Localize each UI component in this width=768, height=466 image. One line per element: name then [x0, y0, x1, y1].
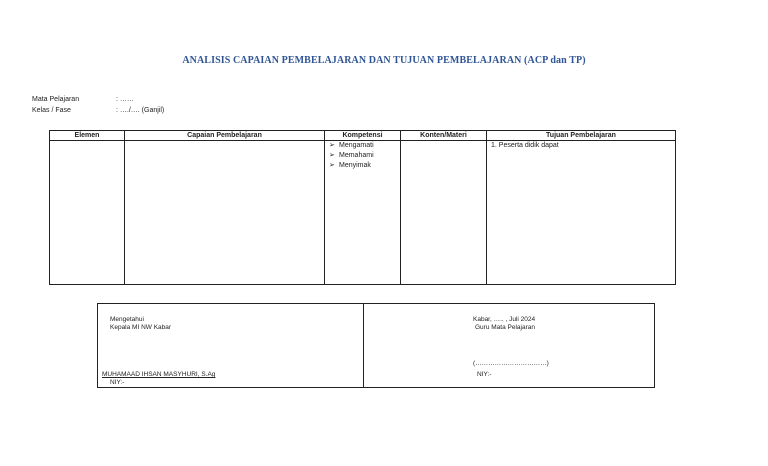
sig-left-line2: Kepala MI NW Kabar — [110, 324, 172, 331]
signature-divider — [363, 304, 364, 387]
header-kompetensi: Kompetensi — [325, 131, 401, 141]
list-item: 1. Peserta didik dapat — [491, 142, 559, 149]
sig-left-niy: NIY:- — [110, 379, 125, 386]
cell-tujuan — [487, 141, 676, 285]
list-item: ➢ Mengamati — [329, 142, 374, 149]
arrow-bullet-icon: ➢ — [329, 162, 335, 169]
sig-right-date: Kabar, ….. , Juli 2024 — [473, 316, 536, 323]
signature-box — [97, 303, 655, 388]
header-konten: Konten/Materi — [401, 131, 487, 141]
table-header-row — [50, 131, 676, 141]
subject-value: : …… — [116, 96, 134, 103]
table-row — [50, 141, 676, 285]
sig-right-niy: NIY:- — [477, 371, 492, 378]
list-item: ➢ Memahami — [329, 152, 374, 159]
tujuan-list — [487, 141, 675, 151]
cell-konten — [401, 141, 487, 285]
arrow-bullet-icon: ➢ — [329, 152, 335, 159]
class-value: : …./…. (Ganjil) — [116, 107, 165, 114]
sig-left-line1: Mengetahui — [110, 316, 144, 323]
subject-label: Mata Pelajaran — [32, 96, 80, 103]
kompetensi-list — [325, 141, 400, 171]
sig-right-name: (……………………………) — [473, 360, 549, 367]
list-item: ➢ Menyimak — [329, 162, 371, 169]
acp-tp-table — [49, 130, 676, 285]
cell-kompetensi — [325, 141, 401, 285]
sig-left-name: MUHAMAAD IHSAN MASYHURI, S.Ag — [102, 371, 216, 378]
header-elemen: Elemen — [50, 131, 125, 141]
cell-elemen — [50, 141, 125, 285]
sig-right-role: Guru Mata Pelajaran — [475, 324, 535, 331]
arrow-bullet-icon: ➢ — [329, 142, 335, 149]
class-label: Kelas / Fase — [32, 107, 71, 114]
cell-capaian — [125, 141, 325, 285]
header-tujuan: Tujuan Pembelajaran — [487, 131, 676, 141]
header-capaian: Capaian Pembelajaran — [125, 131, 325, 141]
document-title: ANALISIS CAPAIAN PEMBELAJARAN DAN TUJUAN PEMBELAJARAN (ACP dan TP) — [182, 55, 586, 66]
